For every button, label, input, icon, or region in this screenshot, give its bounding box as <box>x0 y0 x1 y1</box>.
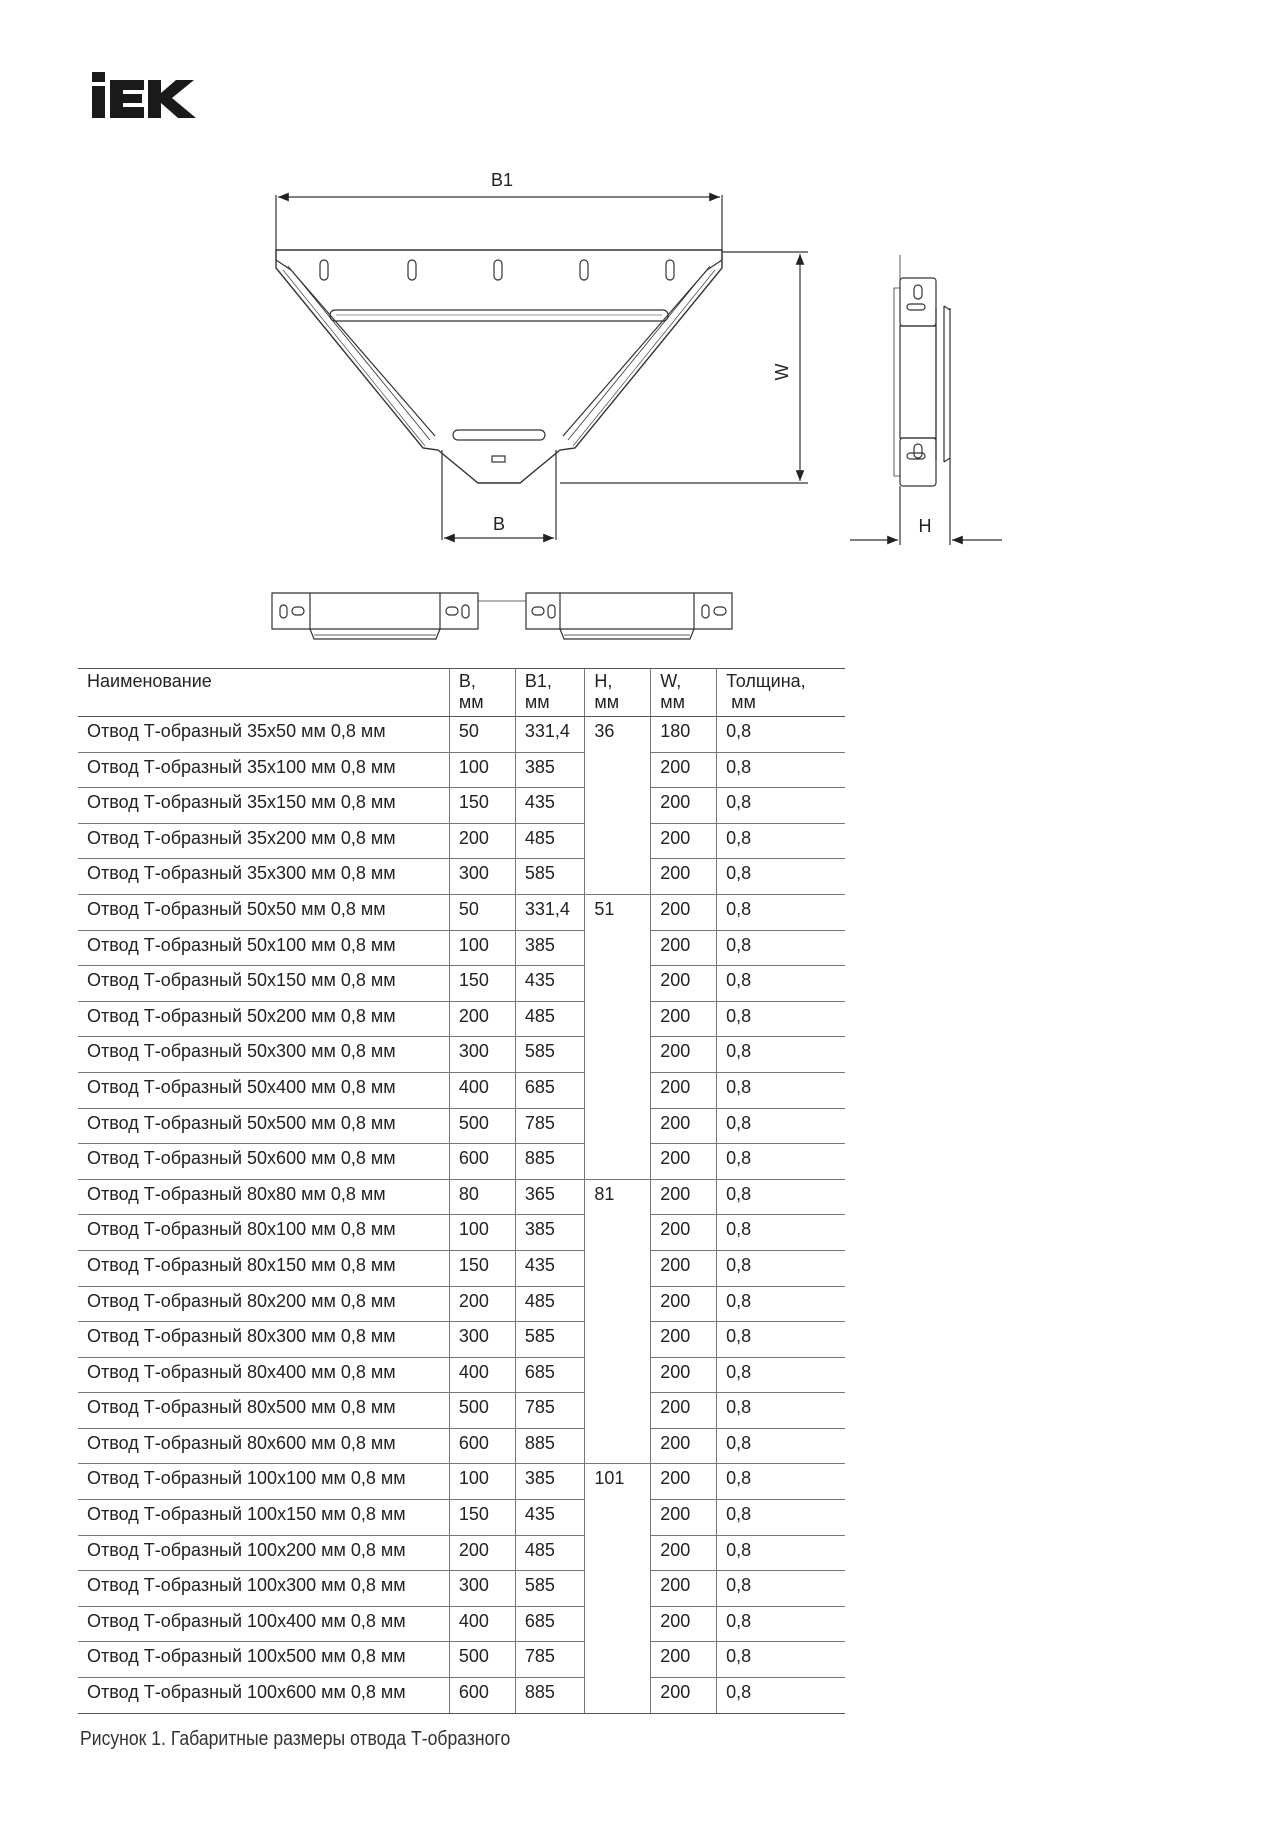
cell-b: 150 <box>449 1250 515 1286</box>
cell-name: Отвод Т-образный 80х600 мм 0,8 мм <box>78 1428 449 1464</box>
cell-b: 100 <box>449 1215 515 1251</box>
table-row <box>78 930 845 966</box>
cell-b1: 485 <box>515 1001 585 1037</box>
cell-b: 500 <box>449 1393 515 1429</box>
cell-w: 200 <box>651 752 717 788</box>
cell-t: 0,8 <box>717 1286 845 1322</box>
cell-w: 200 <box>651 894 717 930</box>
cell-name: Отвод Т-образный 50х50 мм 0,8 мм <box>78 894 449 930</box>
cell-w: 200 <box>651 823 717 859</box>
table-row <box>78 1322 845 1358</box>
cell-b1: 385 <box>515 930 585 966</box>
cell-b1: 385 <box>515 1464 585 1500</box>
cell-name: Отвод Т-образный 80х100 мм 0,8 мм <box>78 1215 449 1251</box>
cell-w: 180 <box>651 717 717 753</box>
tee-fitting-drawing <box>260 160 1020 560</box>
dim-label-h: H <box>918 516 932 536</box>
cell-w: 200 <box>651 930 717 966</box>
cell-b: 300 <box>449 1571 515 1607</box>
cell-w: 200 <box>651 1535 717 1571</box>
table-row <box>78 966 845 1002</box>
cell-b1: 385 <box>515 1215 585 1251</box>
cell-t: 0,8 <box>717 788 845 824</box>
cell-w: 200 <box>651 1393 717 1429</box>
cell-name: Отвод Т-образный 80х300 мм 0,8 мм <box>78 1322 449 1358</box>
cell-name: Отвод Т-образный 50х600 мм 0,8 мм <box>78 1144 449 1180</box>
cell-w: 200 <box>651 1464 717 1500</box>
cell-b: 100 <box>449 752 515 788</box>
cell-b1: 485 <box>515 1535 585 1571</box>
cell-name: Отвод Т-образный 80х80 мм 0,8 мм <box>78 1179 449 1215</box>
cell-name: Отвод Т-образный 35х150 мм 0,8 мм <box>78 788 449 824</box>
dim-label-w: W <box>772 363 792 381</box>
cell-b1: 385 <box>515 752 585 788</box>
cell-h: 51 <box>585 894 651 930</box>
cell-b: 200 <box>449 823 515 859</box>
cell-b1: 585 <box>515 1571 585 1607</box>
table-row <box>78 1001 845 1037</box>
cell-b1: 485 <box>515 1286 585 1322</box>
table-row <box>78 1215 845 1251</box>
cell-w: 200 <box>651 1037 717 1073</box>
cell-h <box>585 1642 651 1678</box>
cell-name: Отвод Т-образный 50х150 мм 0,8 мм <box>78 966 449 1002</box>
cell-b: 200 <box>449 1535 515 1571</box>
cell-b: 400 <box>449 1357 515 1393</box>
cell-t: 0,8 <box>717 1428 845 1464</box>
cell-b1: 435 <box>515 1250 585 1286</box>
cell-b1: 885 <box>515 1144 585 1180</box>
cell-h <box>585 1001 651 1037</box>
cell-b: 400 <box>449 1606 515 1642</box>
cell-b: 100 <box>449 930 515 966</box>
cell-h <box>585 1215 651 1251</box>
cell-w: 200 <box>651 1144 717 1180</box>
cell-w: 200 <box>651 1072 717 1108</box>
cell-t: 0,8 <box>717 1215 845 1251</box>
cell-name: Отвод Т-образный 100х300 мм 0,8 мм <box>78 1571 449 1607</box>
table-row <box>78 1606 845 1642</box>
cell-h <box>585 1144 651 1180</box>
header-h: H, мм <box>585 669 651 717</box>
cell-w: 200 <box>651 1286 717 1322</box>
cell-name: Отвод Т-образный 35х300 мм 0,8 мм <box>78 859 449 895</box>
table-row <box>78 1500 845 1536</box>
table-row <box>78 1535 845 1571</box>
cell-name: Отвод Т-образный 80х400 мм 0,8 мм <box>78 1357 449 1393</box>
cell-w: 200 <box>651 1678 717 1714</box>
cell-name: Отвод Т-образный 35х100 мм 0,8 мм <box>78 752 449 788</box>
cell-t: 0,8 <box>717 1144 845 1180</box>
header-thickness: Толщина, мм <box>717 669 845 717</box>
iek-logo <box>92 72 200 118</box>
cell-t: 0,8 <box>717 894 845 930</box>
dim-label-b: B <box>492 514 506 534</box>
cell-t: 0,8 <box>717 1357 845 1393</box>
cell-name: Отвод Т-образный 50х200 мм 0,8 мм <box>78 1001 449 1037</box>
cell-name: Отвод Т-образный 50х500 мм 0,8 мм <box>78 1108 449 1144</box>
cell-w: 200 <box>651 1428 717 1464</box>
cell-t: 0,8 <box>717 1464 845 1500</box>
cell-t: 0,8 <box>717 1535 845 1571</box>
cell-b1: 585 <box>515 859 585 895</box>
cell-name: Отвод Т-образный 80х150 мм 0,8 мм <box>78 1250 449 1286</box>
cell-b: 150 <box>449 1500 515 1536</box>
cell-b: 300 <box>449 1037 515 1073</box>
cell-w: 200 <box>651 1642 717 1678</box>
cell-w: 200 <box>651 1250 717 1286</box>
cell-w: 200 <box>651 1322 717 1358</box>
table-row <box>78 1678 845 1714</box>
cell-w: 200 <box>651 1500 717 1536</box>
cell-h <box>585 752 651 788</box>
cell-h <box>585 1108 651 1144</box>
table-row <box>78 717 845 753</box>
table-row <box>78 1250 845 1286</box>
cell-t: 0,8 <box>717 1250 845 1286</box>
cell-b1: 585 <box>515 1322 585 1358</box>
cell-b1: 785 <box>515 1393 585 1429</box>
cell-t: 0,8 <box>717 717 845 753</box>
cell-w: 200 <box>651 966 717 1002</box>
cell-w: 200 <box>651 1108 717 1144</box>
table-row <box>78 859 845 895</box>
table-row <box>78 1144 845 1180</box>
cell-h <box>585 1428 651 1464</box>
cell-b: 200 <box>449 1286 515 1322</box>
spec-table <box>78 668 845 1714</box>
cell-name: Отвод Т-образный 100х500 мм 0,8 мм <box>78 1642 449 1678</box>
cell-w: 200 <box>651 1571 717 1607</box>
cell-b1: 435 <box>515 788 585 824</box>
cell-h: 101 <box>585 1464 651 1500</box>
cell-t: 0,8 <box>717 1393 845 1429</box>
cell-t: 0,8 <box>717 859 845 895</box>
cell-t: 0,8 <box>717 1001 845 1037</box>
cell-h: 36 <box>585 717 651 753</box>
table-row <box>78 1464 845 1500</box>
cell-b: 300 <box>449 859 515 895</box>
cell-t: 0,8 <box>717 1606 845 1642</box>
cell-t: 0,8 <box>717 1108 845 1144</box>
cell-b: 80 <box>449 1179 515 1215</box>
cell-b: 150 <box>449 966 515 1002</box>
cell-name: Отвод Т-образный 100х100 мм 0,8 мм <box>78 1464 449 1500</box>
table-row <box>78 788 845 824</box>
cell-name: Отвод Т-образный 35х200 мм 0,8 мм <box>78 823 449 859</box>
cell-w: 200 <box>651 859 717 895</box>
cell-t: 0,8 <box>717 1322 845 1358</box>
cell-b1: 685 <box>515 1357 585 1393</box>
cell-b: 600 <box>449 1678 515 1714</box>
cell-w: 200 <box>651 1179 717 1215</box>
header-b: B, мм <box>449 669 515 717</box>
table-row <box>78 1072 845 1108</box>
cell-name: Отвод Т-образный 50х300 мм 0,8 мм <box>78 1037 449 1073</box>
cell-h <box>585 1571 651 1607</box>
cell-w: 200 <box>651 788 717 824</box>
cell-t: 0,8 <box>717 1642 845 1678</box>
cell-name: Отвод Т-образный 50х100 мм 0,8 мм <box>78 930 449 966</box>
cell-t: 0,8 <box>717 1678 845 1714</box>
table-row <box>78 1037 845 1073</box>
cell-h <box>585 1322 651 1358</box>
cell-t: 0,8 <box>717 823 845 859</box>
figure-caption: Рисунок 1. Габаритные размеры отвода Т-образного <box>80 1728 511 1750</box>
dim-label-b1: B1 <box>490 170 514 190</box>
cell-t: 0,8 <box>717 1179 845 1215</box>
cell-b: 50 <box>449 894 515 930</box>
cell-name: Отвод Т-образный 80х500 мм 0,8 мм <box>78 1393 449 1429</box>
cell-b1: 885 <box>515 1428 585 1464</box>
cell-b1: 685 <box>515 1072 585 1108</box>
tee-fitting-bottom-view <box>270 585 740 655</box>
table-row <box>78 1286 845 1322</box>
cell-w: 200 <box>651 1606 717 1642</box>
table-row <box>78 1179 845 1215</box>
table-row <box>78 1357 845 1393</box>
table-row <box>78 894 845 930</box>
table-row <box>78 752 845 788</box>
cell-t: 0,8 <box>717 1571 845 1607</box>
cell-h: 81 <box>585 1179 651 1215</box>
cell-h <box>585 788 651 824</box>
table-header-row <box>78 669 845 717</box>
cell-w: 200 <box>651 1357 717 1393</box>
cell-name: Отвод Т-образный 35х50 мм 0,8 мм <box>78 717 449 753</box>
cell-h <box>585 1606 651 1642</box>
cell-b: 150 <box>449 788 515 824</box>
cell-t: 0,8 <box>717 930 845 966</box>
table-row <box>78 1393 845 1429</box>
cell-h <box>585 1678 651 1714</box>
cell-h <box>585 1357 651 1393</box>
cell-b: 50 <box>449 717 515 753</box>
table-row <box>78 1108 845 1144</box>
cell-b: 600 <box>449 1428 515 1464</box>
cell-name: Отвод Т-образный 80х200 мм 0,8 мм <box>78 1286 449 1322</box>
cell-h <box>585 1286 651 1322</box>
cell-h <box>585 1250 651 1286</box>
cell-b1: 785 <box>515 1108 585 1144</box>
header-name: Наименование <box>78 669 449 717</box>
cell-h <box>585 966 651 1002</box>
cell-t: 0,8 <box>717 966 845 1002</box>
cell-h <box>585 1072 651 1108</box>
table-row <box>78 823 845 859</box>
cell-b: 500 <box>449 1642 515 1678</box>
cell-w: 200 <box>651 1215 717 1251</box>
cell-b: 200 <box>449 1001 515 1037</box>
cell-h <box>585 859 651 895</box>
cell-h <box>585 930 651 966</box>
cell-b: 100 <box>449 1464 515 1500</box>
cell-h <box>585 1535 651 1571</box>
cell-b1: 785 <box>515 1642 585 1678</box>
cell-t: 0,8 <box>717 752 845 788</box>
cell-t: 0,8 <box>717 1500 845 1536</box>
cell-w: 200 <box>651 1001 717 1037</box>
cell-b: 600 <box>449 1144 515 1180</box>
cell-h <box>585 1500 651 1536</box>
cell-b1: 331,4 <box>515 717 585 753</box>
cell-b1: 685 <box>515 1606 585 1642</box>
header-w: W, мм <box>651 669 717 717</box>
cell-h <box>585 823 651 859</box>
cell-t: 0,8 <box>717 1037 845 1073</box>
cell-b1: 435 <box>515 966 585 1002</box>
cell-name: Отвод Т-образный 100х150 мм 0,8 мм <box>78 1500 449 1536</box>
table-row <box>78 1642 845 1678</box>
cell-t: 0,8 <box>717 1072 845 1108</box>
cell-b: 300 <box>449 1322 515 1358</box>
cell-b1: 585 <box>515 1037 585 1073</box>
cell-name: Отвод Т-образный 50х400 мм 0,8 мм <box>78 1072 449 1108</box>
header-b1: B1, мм <box>515 669 585 717</box>
cell-b1: 485 <box>515 823 585 859</box>
cell-name: Отвод Т-образный 100х400 мм 0,8 мм <box>78 1606 449 1642</box>
cell-h <box>585 1393 651 1429</box>
cell-b1: 331,4 <box>515 894 585 930</box>
table-row <box>78 1428 845 1464</box>
cell-b: 400 <box>449 1072 515 1108</box>
cell-b1: 885 <box>515 1678 585 1714</box>
cell-name: Отвод Т-образный 100х200 мм 0,8 мм <box>78 1535 449 1571</box>
cell-h <box>585 1037 651 1073</box>
cell-b1: 365 <box>515 1179 585 1215</box>
cell-b1: 435 <box>515 1500 585 1536</box>
table-row <box>78 1571 845 1607</box>
cell-b: 500 <box>449 1108 515 1144</box>
cell-name: Отвод Т-образный 100х600 мм 0,8 мм <box>78 1678 449 1714</box>
